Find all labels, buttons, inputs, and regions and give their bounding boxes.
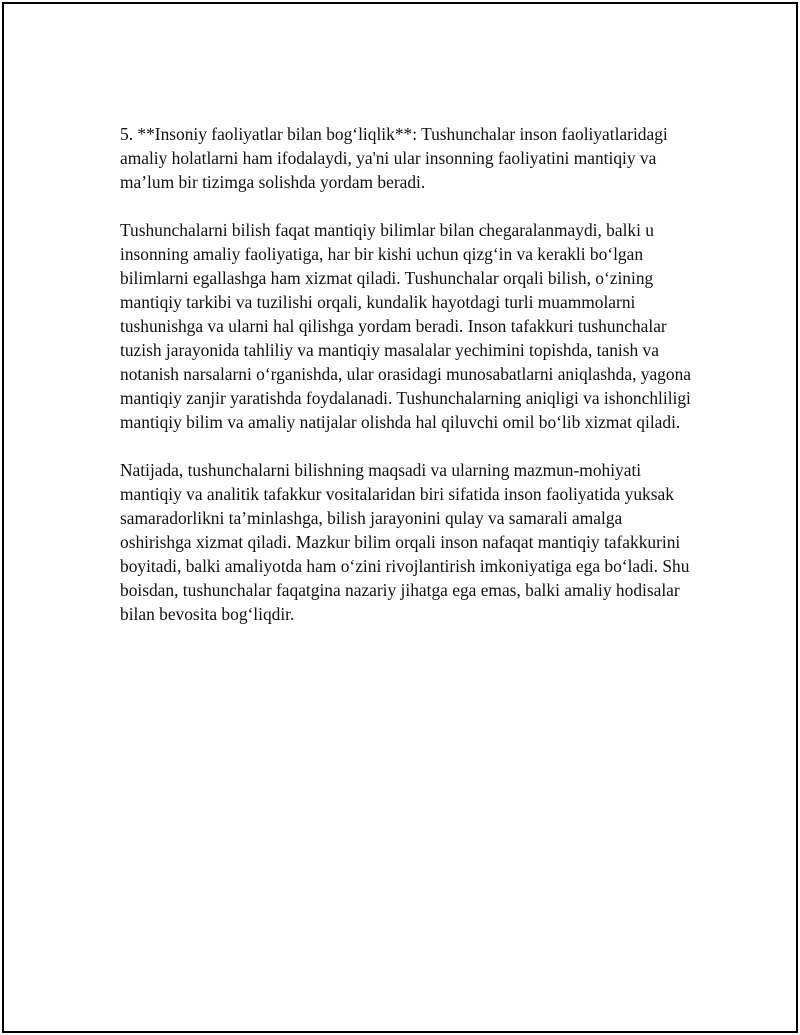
document-body <box>120 122 695 650</box>
paragraph-2: Tushunchalarni bilish faqat mantiqiy bilimlar bilan chegaralanmaydi, balki u insonning amaliy faoliyatiga, har bir kishi uchun qizg‘in va kerakli bo‘lgan bilimlarni egallashga ham xizmat qiladi. Tushunchalar orqali bilish, o‘zining mantiqiy tarkibi va tuzilishi orqali, kundalik hayotdagi turli muammolarni tushunishga va ularni hal qilishga yordam beradi. Inson tafakkuri tushunchalar tuzish jarayonida tahliliy va mantiqiy masalalar yechimini topishda, tanish va notanish narsalarni o‘rganishda, ular orasidagi munosabatlarni aniqlashda, yagona mantiqiy zanjir yaratishda foydalanadi. Tushunchalarning aniqligi va ishonchliligi mantiqiy bilim va amaliy natijalar olishda hal qiluvchi omil bo‘lib xizmat qiladi. <box>120 220 691 432</box>
paragraph-3: Natijada, tushunchalarni bilishning maqsadi va ularning mazmun-mohiyati mantiqiy va analitik tafakkur vositalaridan biri sifatida inson faoliyatida yuksak samaradorlikni ta’minlashga, bilish jarayonini qulay va samarali amalga oshirishga xizmat qiladi. Mazkur bilim orqali inson nafaqat mantiqiy tafakkurini boyitadi, balki amaliyotda ham o‘zini rivojlantirish imkoniyatiga ega bo‘ladi. Shu boisdan, tushunchalar faqatgina nazariy jihatga ega emas, balki amaliy hodisalar bilan bevosita bog‘liqdir. <box>120 460 690 624</box>
page-frame <box>2 2 798 1033</box>
paragraph-1: 5. **Insoniy faoliyatlar bilan bog‘liqlik**: Tushunchalar inson faoliyatlaridagi amaliy holatlarni ham ifodalaydi, ya'ni ular insonning faoliyatini mantiqiy va ma’lum bir tizimga solishda yordam beradi. <box>120 124 668 192</box>
